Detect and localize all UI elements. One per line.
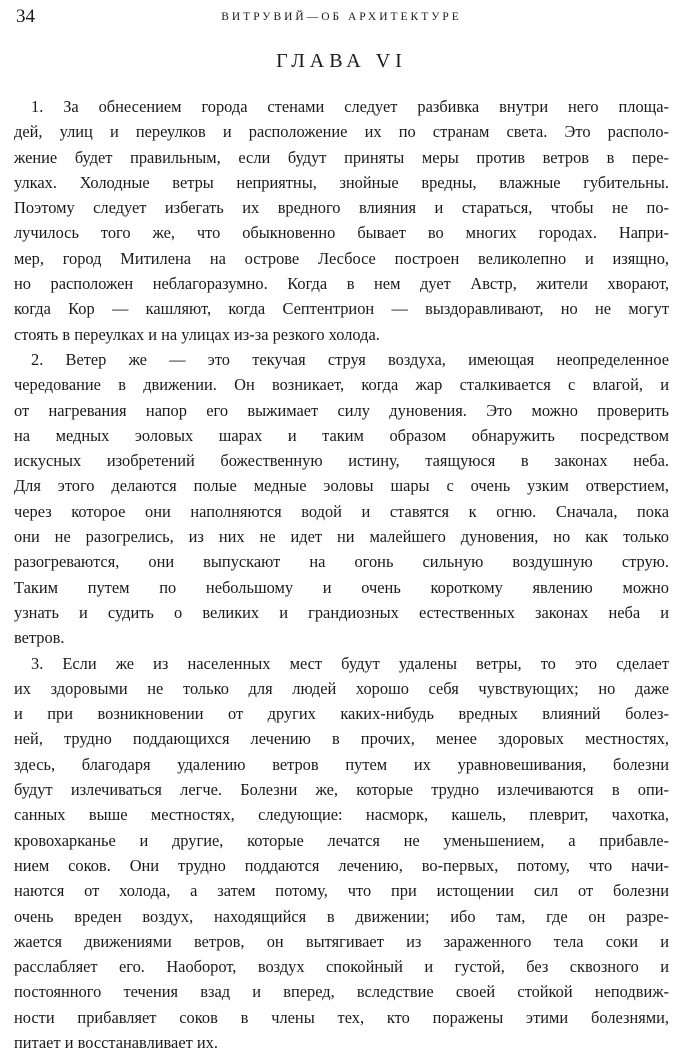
text-line: от нагревания напор его выжимает силу дуновения. Это можно проверить [14,400,669,420]
text-line: на медных эоловых шарах и таким образом обнаружить посредством [14,425,669,445]
paragraph-2 [14,347,669,651]
body-text [14,94,669,1055]
text-line: жение будет правильным, если будут приняты меры против ветров в пере- [14,147,669,167]
text-line: кровохарканье и другие, которые лечатся не уменьшением, а прибавле- [14,830,669,850]
text-line: разогреваются, они выпускают на огонь сильную воздушную струю. [14,552,669,572]
text-line: санных выше местностях, следующие: насморк, кашель, плеврит, чахотка, [14,805,669,825]
text-line: нием соков. Они трудно поддаются лечению, во-первых, потому, что начи- [14,855,669,875]
text-line: очень вреден воздух, находящийся в движении; ибо там, где он разре- [14,906,669,926]
text-line: стоять в переулках и на улицах из-за резкого холода. [14,324,380,344]
running-title: ВИТРУВИЙ—ОБ АРХИТЕКТУРЕ [221,11,462,23]
chapter-title: ГЛАВА VI [276,50,407,72]
text-line: 3. Если же из населенных мест будут удалены ветры, то это сделает [31,653,669,673]
running-head [16,6,667,26]
text-line: ветров. [14,628,65,648]
text-line: дей, улиц и переулков и расположение их по странам света. Это располо- [14,122,669,142]
text-line: Для этого делаются полые медные эоловы шары с очень узким отверстием, [14,476,669,496]
text-line: Поэтому следует избегать их вредного влияния и стараться, чтобы не по- [14,198,669,218]
text-line: будут излечиваться легче. Болезни же, которые трудно излечиваются в опи- [14,780,669,800]
text-line: 1. За обнесением города стенами следует разбивка внутри него площа- [31,97,669,116]
paragraph-3 [14,651,669,1055]
text-line: Таким путем по небольшому и очень короткому явлению можно [14,577,669,597]
text-line: жается движениями ветров, он вытягивает из зараженного тела соки и [14,931,669,951]
paragraph-1 [14,94,669,347]
text-line: искусных изобретений божественную истину, таящуюся в законах неба. [14,451,669,471]
text-line: они не разогрелись, из них не идет ни малейшего дуновения, но как только [14,527,669,547]
text-line: узнать и судить о великих и грандиозных естественных законах неба и [14,602,669,622]
text-line: ности прибавляет соков в члены тех, кто поражены этими болезнями, [14,1007,669,1027]
text-line: когда Кор — кашляют, когда Септентрион — выздоравливают, но не могут [14,299,669,319]
text-line: и при возникновении от других каких-нибудь вредных влияний болез- [14,704,669,724]
text-line: их здоровыми не только для людей хорошо себя чувствующих; но даже [14,678,669,698]
text-line: мер, город Митилена на острове Лесбосе построен великолепно и изящно, [14,248,669,268]
text-line: улках. Холодные ветры неприятны, знойные вредны, влажные губительны. [14,172,669,192]
text-line: 2. Ветер же — это текучая струя воздуха, имеющая неопределенное [31,349,669,369]
text-line: наются от холода, а затем потому, что при истощении сил от болезни [14,881,669,901]
text-line: через которое они наполняются водой и ставятся к огню. Сначала, пока [14,501,669,521]
text-line: ней, трудно поддающихся лечению в прочих, менее здоровых местностях, [14,729,669,749]
text-line: постоянного течения взад и вперед, вследствие своей стойкой неподвиж- [14,982,669,1002]
text-line: чередование в движении. Он возникает, когда жар сталкивается с влагой, и [14,375,669,395]
page-number: 34 [16,6,35,27]
text-line: но расположен неблагоразумно. Когда в нем дует Австр, жители хворают, [14,274,669,294]
text-line: питает и восстанавливает их. [14,1032,218,1052]
text-line: лучилось того же, что обыкновенно бывает во многих городах. Напри- [14,223,669,243]
text-line: расслабляет его. Наоборот, воздух спокойный и густой, без сквозного и [14,957,669,977]
text-line: здесь, благодаря удалению ветров путем их уравновешивания, болезни [14,754,669,774]
